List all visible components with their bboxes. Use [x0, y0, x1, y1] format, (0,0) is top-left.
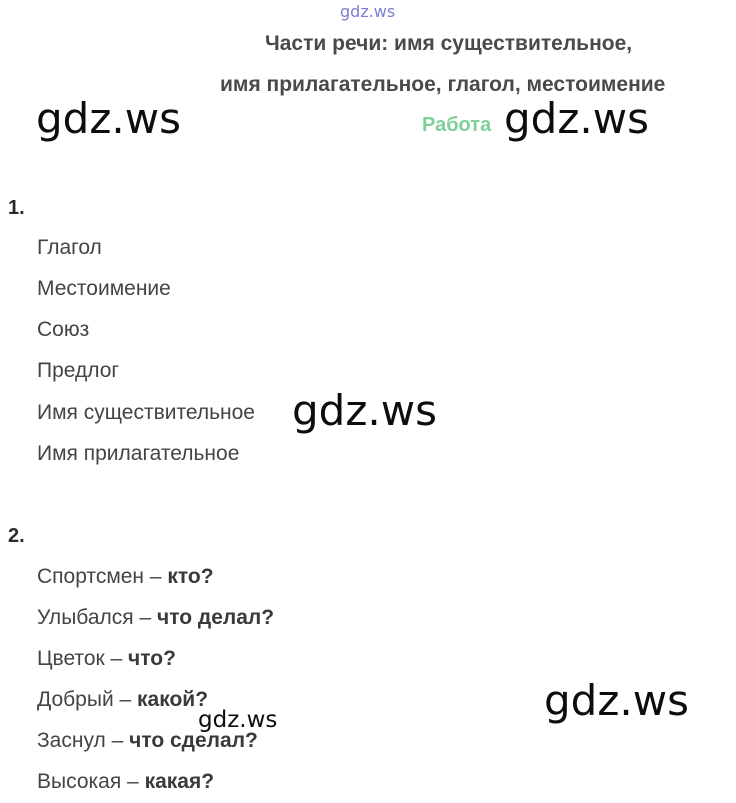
item-word: Цветок: [37, 647, 105, 670]
item-question: что делал?: [157, 606, 275, 629]
list-item: [37, 688, 208, 712]
item-dash: –: [133, 606, 157, 629]
item-question: какой?: [137, 688, 209, 711]
item-question: какая?: [144, 770, 215, 793]
list-item: Предлог: [37, 359, 120, 382]
item-word: Высокая: [37, 770, 122, 793]
item-dash: –: [104, 647, 129, 670]
item-word: Спортсмен: [37, 565, 145, 588]
list-item: Местоимение: [37, 277, 171, 300]
item-word: Улыбался: [37, 606, 134, 629]
item-word: Добрый: [37, 688, 114, 711]
section-1-number: 1.: [8, 197, 25, 219]
item-question: кто?: [167, 565, 214, 588]
list-item: [37, 770, 214, 794]
item-dash: –: [121, 770, 145, 793]
item-question: что сделал?: [129, 729, 258, 752]
top-watermark: gdz.ws: [340, 2, 396, 21]
item-dash: –: [105, 729, 130, 752]
item-question: что?: [128, 647, 176, 670]
list-item: Союз: [37, 318, 90, 341]
list-item: [37, 565, 214, 589]
list-item: [37, 647, 176, 671]
watermark-logo: gdz.ws: [544, 676, 689, 725]
list-item: [37, 606, 274, 630]
section-subtitle: Работа: [422, 114, 492, 136]
watermark-logo: gdz.ws: [504, 94, 649, 143]
item-dash: –: [144, 565, 168, 588]
section-2-number: 2.: [8, 525, 25, 547]
list-item: Глагол: [37, 236, 102, 259]
watermark-logo: gdz.ws: [36, 94, 181, 143]
item-word: Заснул: [37, 729, 106, 752]
watermark-logo-small: gdz.ws: [198, 707, 278, 733]
list-item: Имя существительное: [37, 401, 255, 424]
list-item: Имя прилагательное: [37, 442, 240, 465]
item-dash: –: [113, 688, 138, 711]
page-title-line-1: Части речи: имя существительное,: [265, 32, 633, 55]
watermark-logo: gdz.ws: [292, 386, 437, 435]
page-title-line-2: имя прилагательное, глагол, местоимение: [220, 73, 666, 96]
